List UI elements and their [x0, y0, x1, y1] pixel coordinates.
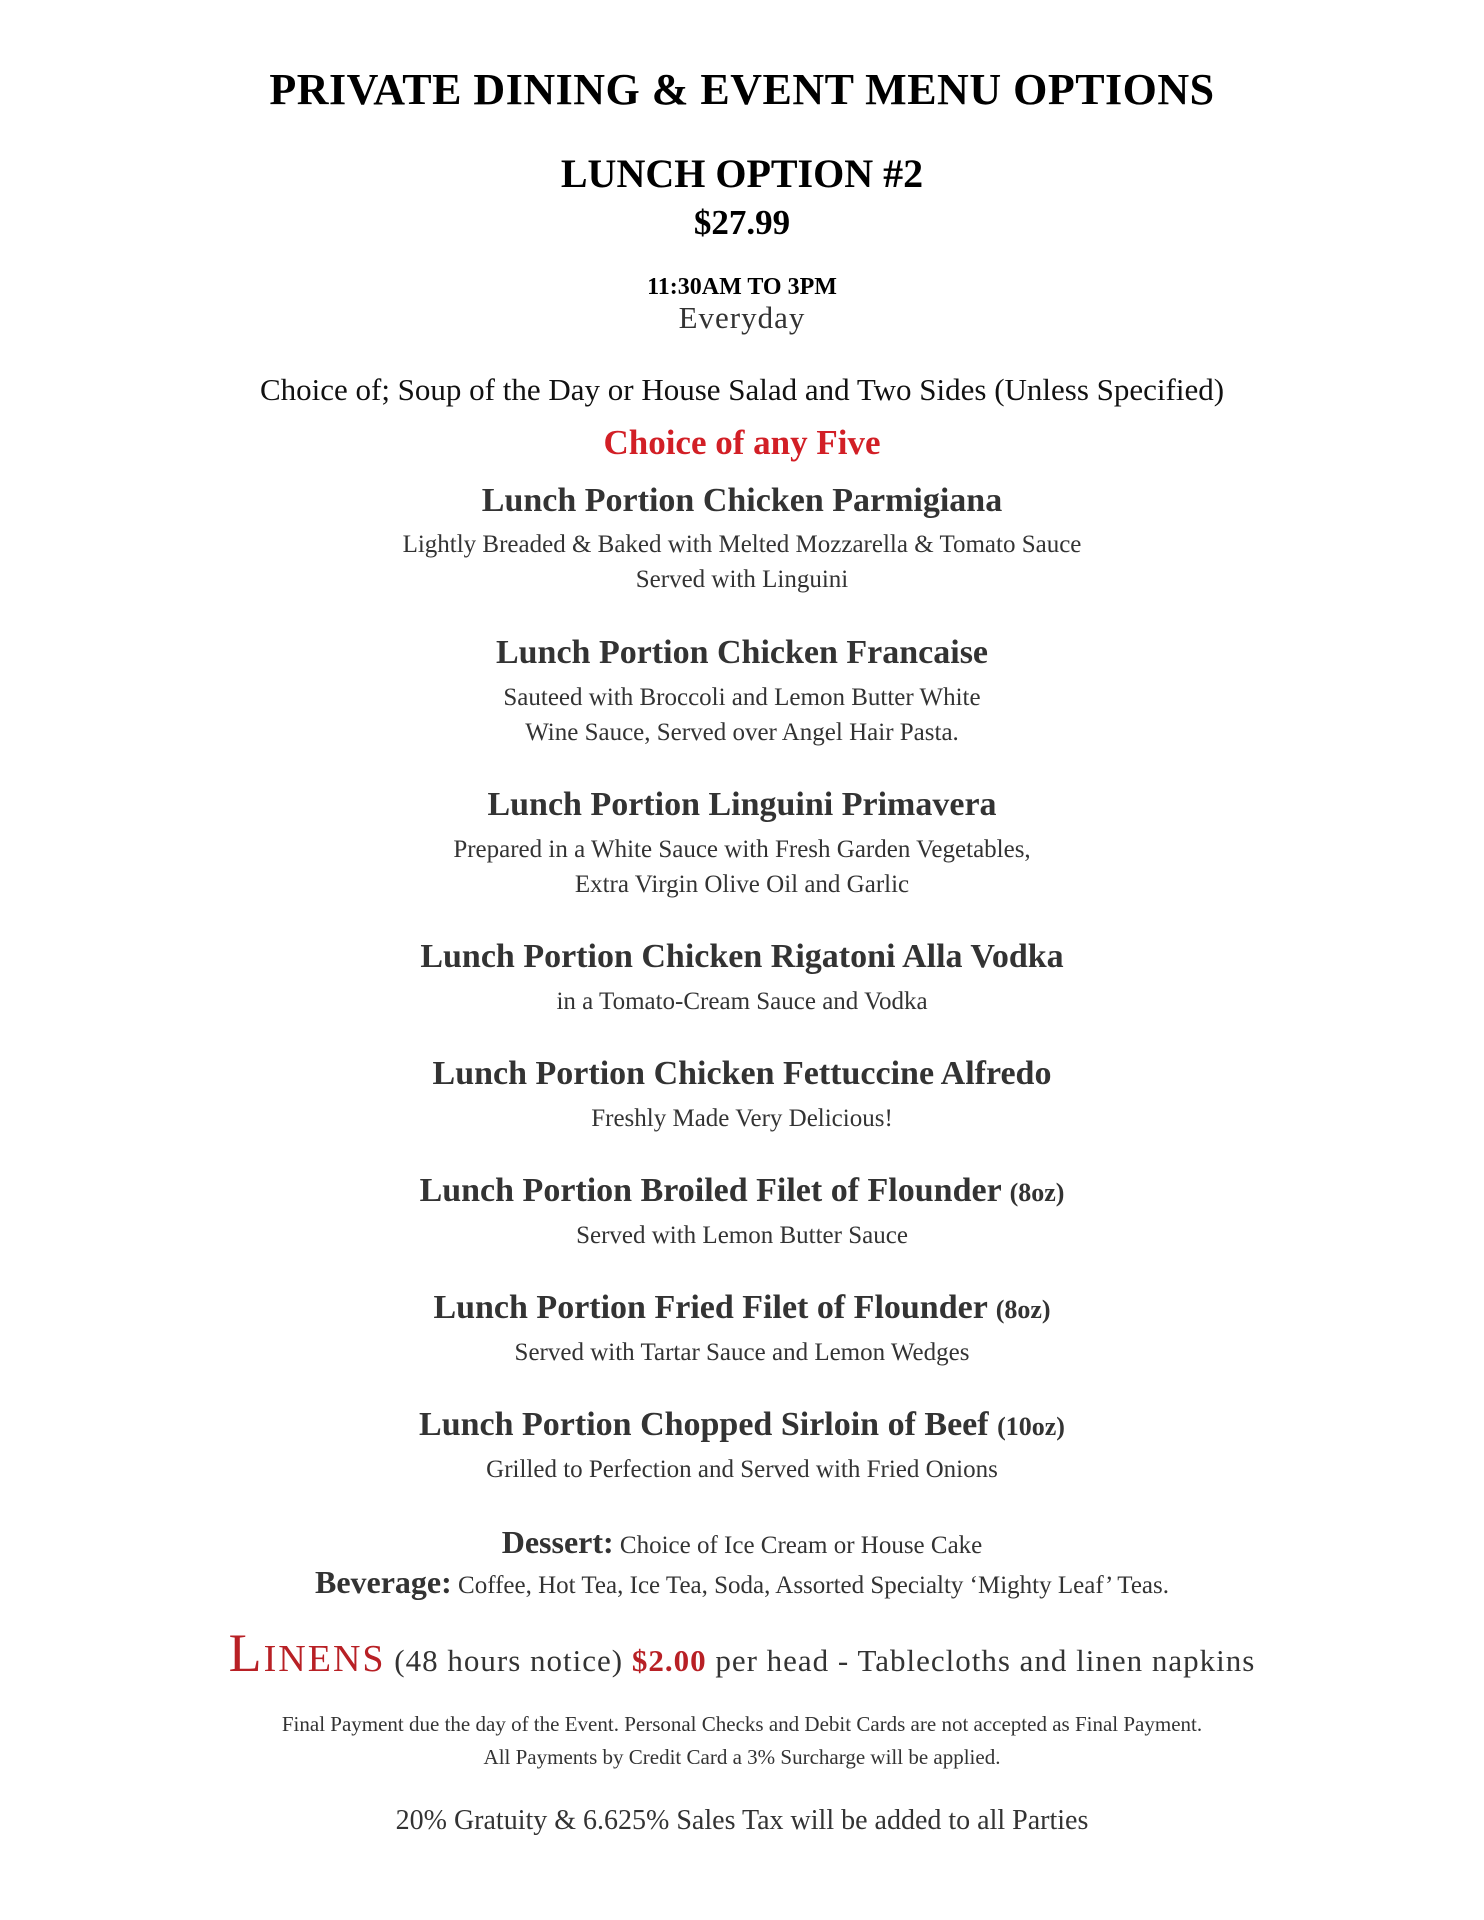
service-days: Everyday	[678, 300, 806, 335]
linens-line	[0, 1622, 1484, 1684]
option-price: $27.99	[693, 203, 791, 242]
menu-item-description: Wine Sauce, Served over Angel Hair Pasta.	[525, 719, 959, 746]
page-title: PRIVATE DINING & EVENT MENU OPTIONS	[269, 65, 1215, 114]
item-name-text: Lunch Portion Chicken Parmigiana	[481, 482, 1003, 519]
linens-price: $2.00	[631, 1643, 707, 1678]
option-title: LUNCH OPTION #2	[560, 151, 924, 196]
item-name-text: Lunch Portion Fried Filet of Flounder	[433, 1289, 988, 1326]
dessert-text: Choice of Ice Cream or House Cake	[619, 1532, 983, 1559]
menu-item-description: in a Tomato-Cream Sauce and Vodka	[556, 988, 928, 1015]
dessert-line	[0, 1524, 1484, 1561]
choice-count: Choice of any Five	[603, 423, 881, 462]
item-size: (8oz)	[1009, 1178, 1065, 1207]
menu-item-description: Extra Virgin Olive Oil and Garlic	[574, 871, 910, 898]
menu-item-name	[0, 1172, 1484, 1210]
menu-item-name	[0, 482, 1484, 520]
item-size: (10oz)	[997, 1412, 1065, 1441]
linens-notice: (48 hours notice)	[394, 1643, 624, 1678]
menu-item-name	[0, 634, 1484, 672]
item-name-text: Lunch Portion Chicken Francaise	[495, 634, 989, 671]
menu-item-name	[0, 1406, 1484, 1444]
choice-intro: Choice of; Soup of the Day or House Salad and Two Sides (Unless Specified)	[259, 372, 1225, 407]
menu-item-description: Served with Linguini	[635, 566, 849, 593]
beverage-line	[0, 1564, 1484, 1601]
service-hours: 11:30AM TO 3PM	[647, 274, 837, 300]
item-name-text: Lunch Portion Linguini Primavera	[487, 786, 997, 823]
menu-item-description: Served with Lemon Butter Sauce	[576, 1222, 908, 1249]
menu-item-description: Lightly Breaded & Baked with Melted Mozzarella & Tomato Sauce	[402, 531, 1082, 558]
menu-item-description: Served with Tartar Sauce and Lemon Wedges	[514, 1339, 970, 1366]
item-name-text: Lunch Portion Chicken Fettuccine Alfredo	[432, 1055, 1052, 1092]
menu-item-description: Freshly Made Very Delicious!	[591, 1105, 893, 1132]
beverage-text: Coffee, Hot Tea, Ice Tea, Soda, Assorted Specialty ‘Mighty Leaf’ Teas.	[458, 1572, 1170, 1599]
linens-title: LINENS	[228, 1623, 386, 1683]
item-name-text: Lunch Portion Chopped Sirloin of Beef	[419, 1406, 989, 1443]
gratuity-note: 20% Gratuity & 6.625% Sales Tax will be added to all Parties	[395, 1805, 1089, 1836]
menu-item-name	[0, 786, 1484, 824]
item-name-text: Lunch Portion Broiled Filet of Flounder	[419, 1172, 1002, 1209]
menu-item-description: Grilled to Perfection and Served with Fried Onions	[486, 1456, 998, 1483]
beverage-label: Beverage:	[314, 1564, 452, 1600]
menu-item-description: Prepared in a White Sauce with Fresh Garden Vegetables,	[453, 836, 1031, 863]
item-size: (8oz)	[995, 1295, 1051, 1324]
menu-item-name	[0, 938, 1484, 976]
linens-detail: per head - Tablecloths and linen napkins	[715, 1643, 1256, 1678]
payment-surcharge-note: All Payments by Credit Card a 3% Surcharge will be applied.	[483, 1745, 1001, 1769]
payment-note: Final Payment due the day of the Event. Personal Checks and Debit Cards are not accepted as Final Payment.	[281, 1712, 1203, 1736]
item-name-text: Lunch Portion Chicken Rigatoni Alla Vodka	[420, 938, 1064, 975]
menu-item-name	[0, 1055, 1484, 1093]
menu-item-name	[0, 1289, 1484, 1327]
menu-item-description: Sauteed with Broccoli and Lemon Butter White	[503, 684, 981, 711]
dessert-label: Dessert:	[501, 1524, 614, 1560]
